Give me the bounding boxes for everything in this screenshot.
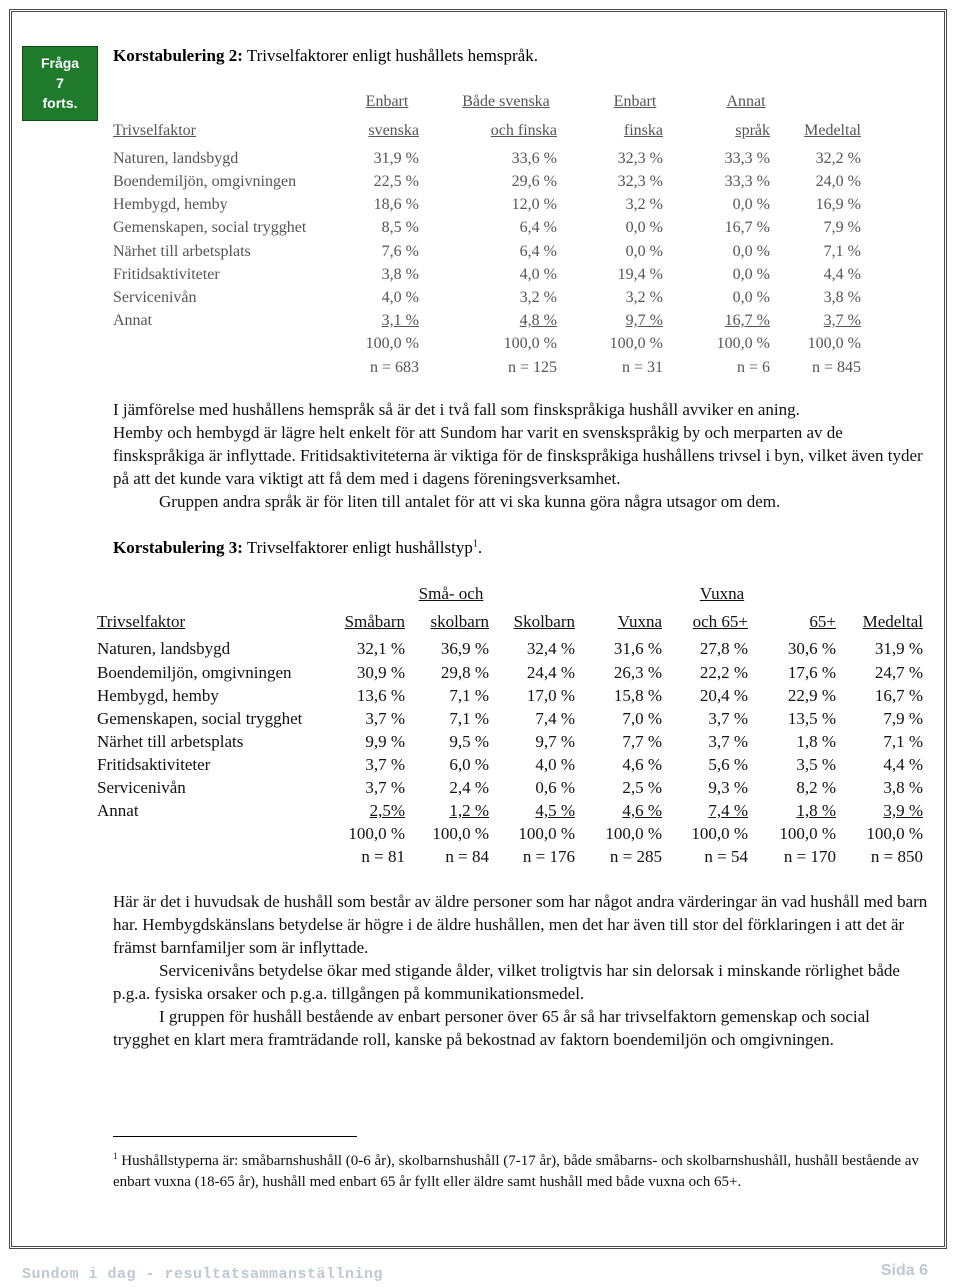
table2-value-cell: 7,9 % bbox=[883, 708, 923, 728]
para2-text-1: Här är det i huvudsak de hushåll som består av äldre personer som har något andra värderingar än vad hushåll med barn har. Hembygdskänslans betydelse är högre i de äldre hushållen, men det har även till stor del förklaringen i att det är främst barnfamiljer som är inflyttade. bbox=[113, 892, 928, 957]
table2-row bbox=[97, 730, 927, 753]
table2-n-cell: n = 176 bbox=[522, 847, 575, 867]
table2-value-cell: 13,6 % bbox=[356, 685, 405, 705]
table2-row bbox=[97, 637, 927, 660]
table2-value-cell: 4,0 % bbox=[535, 754, 575, 774]
table2-header1-cell: Små- och bbox=[418, 584, 484, 603]
table2-row-label: Gemenskapen, social trygghet bbox=[97, 708, 303, 728]
section1-title-rest: Trivselfaktorer enligt hushållets hemspråk. bbox=[242, 46, 538, 65]
table1-row-label: Fritidsaktiviteter bbox=[113, 265, 220, 283]
table2-value-cell: 36,9 % bbox=[440, 639, 489, 659]
table2-row bbox=[97, 753, 927, 776]
footer-title: Sundom i dag - resultatsammanställning bbox=[22, 1266, 384, 1283]
table2-value-cell: 3,7 % bbox=[365, 778, 405, 798]
table2-row-label: Boendemiljön, omgivningen bbox=[97, 662, 292, 682]
table1-value-cell: 8,5 % bbox=[381, 219, 419, 237]
table1-value-cell: 33,3 % bbox=[724, 149, 770, 167]
table2-value-cell: 9,5 % bbox=[449, 731, 489, 751]
table2-row bbox=[97, 661, 927, 684]
table2-total-cell: 100,0 % bbox=[605, 824, 662, 844]
table1-value-cell: 32,3 % bbox=[617, 149, 663, 167]
table1-n-cell: n = 845 bbox=[811, 358, 861, 376]
table2-total-cell: 100,0 % bbox=[691, 824, 748, 844]
table2-row-label: Naturen, landsbygd bbox=[97, 639, 231, 659]
table2-value-cell: 4,4 % bbox=[883, 754, 923, 774]
section2-title-bold: Korstabulering 3: bbox=[113, 538, 243, 557]
table1-total-cell: 100,0 % bbox=[609, 335, 663, 353]
table2-row bbox=[97, 776, 927, 799]
table2-row-label: Närhet till arbetsplats bbox=[97, 731, 244, 751]
page-number: Sida 6 bbox=[880, 1262, 928, 1279]
table2-row bbox=[97, 707, 927, 730]
table2-value-cell: 4,6 % bbox=[622, 754, 662, 774]
table1-header1-cell: Annat bbox=[726, 93, 766, 110]
table2-n-row bbox=[97, 845, 927, 868]
table1-value-cell: 4,8 % bbox=[519, 312, 557, 330]
table2-value-cell: 22,9 % bbox=[787, 685, 836, 705]
section2-title-end: . bbox=[477, 538, 483, 557]
table1-row-label: Annat bbox=[113, 312, 153, 330]
table1-total-cell: 100,0 % bbox=[807, 335, 861, 353]
table1-value-cell: 12,0 % bbox=[511, 196, 557, 214]
table2-row-label: Servicenivån bbox=[97, 778, 186, 798]
table1-row bbox=[113, 170, 873, 193]
table1-value-cell: 24,0 % bbox=[815, 173, 861, 191]
table1-row bbox=[113, 193, 873, 216]
table2-value-cell: 29,8 % bbox=[440, 662, 489, 682]
table2-row-label: Hembygd, hemby bbox=[97, 685, 219, 705]
table2-value-cell: 9,3 % bbox=[708, 778, 748, 798]
table1-row-label: Hembygd, hemby bbox=[113, 196, 228, 214]
table1-value-cell: 3,2 % bbox=[519, 289, 557, 307]
table2-n-cell: n = 170 bbox=[783, 847, 836, 867]
table1-value-cell: 4,4 % bbox=[823, 265, 861, 283]
table2-value-cell: 7,7 % bbox=[622, 731, 662, 751]
table1-value-cell: 31,9 % bbox=[373, 149, 419, 167]
table1-header2-cell: Medeltal bbox=[804, 122, 861, 139]
table2-value-cell: 3,7 % bbox=[365, 708, 405, 728]
table1-value-cell: 16,9 % bbox=[815, 196, 861, 214]
table1-header-row-2 bbox=[113, 119, 873, 142]
table2-value-cell: 8,2 % bbox=[796, 778, 836, 798]
table1-value-cell: 4,0 % bbox=[519, 265, 557, 283]
table2-value-cell: 1,8 % bbox=[796, 801, 836, 821]
table1-value-cell: 19,4 % bbox=[617, 265, 663, 283]
table2-header2-cell: 65+ bbox=[809, 611, 836, 631]
table1-value-cell: 3,8 % bbox=[381, 265, 419, 283]
table2-value-cell: 4,6 % bbox=[622, 801, 662, 821]
table1-header2-cell: finska bbox=[623, 122, 663, 139]
table1-n-cell: n = 125 bbox=[507, 358, 557, 376]
table2-value-cell: 3,8 % bbox=[883, 778, 923, 798]
section2-title-rest: Trivselfaktorer enligt hushållstyp bbox=[242, 538, 473, 557]
footnote bbox=[113, 1146, 923, 1193]
table2-value-cell: 4,5 % bbox=[535, 801, 575, 821]
table2-value-cell: 1,8 % bbox=[796, 731, 836, 751]
table2-value-cell: 32,1 % bbox=[356, 639, 405, 659]
table2-value-cell: 24,4 % bbox=[526, 662, 575, 682]
question-tag bbox=[22, 46, 98, 121]
table2-header2-cell: Skolbarn bbox=[513, 611, 575, 631]
table1-n-cell: n = 683 bbox=[369, 358, 419, 376]
table2-totals-row bbox=[97, 822, 927, 845]
table2-value-cell: 2,5 % bbox=[622, 778, 662, 798]
table2-value-cell: 6,0 % bbox=[449, 754, 489, 774]
table2-header2-cell: Småbarn bbox=[344, 611, 405, 631]
table1-value-cell: 16,7 % bbox=[724, 219, 770, 237]
table2-value-cell: 30,6 % bbox=[787, 639, 836, 659]
table2-value-cell: 3,5 % bbox=[796, 754, 836, 774]
table1-value-cell: 6,4 % bbox=[519, 219, 557, 237]
table2-value-cell: 26,3 % bbox=[613, 662, 662, 682]
table2-value-cell: 20,4 % bbox=[699, 685, 748, 705]
table1-row-label: Naturen, landsbygd bbox=[113, 149, 239, 167]
table2-value-cell: 1,2 % bbox=[449, 801, 489, 821]
table1-value-cell: 0,0 % bbox=[625, 242, 663, 260]
table1-value-cell: 0,0 % bbox=[625, 219, 663, 237]
table2-total-cell: 100,0 % bbox=[779, 824, 836, 844]
table2-header2-cell: Vuxna bbox=[617, 611, 662, 631]
table2-n-cell: n = 54 bbox=[704, 847, 748, 867]
tag-line-1: Fråga bbox=[40, 55, 80, 71]
table1-value-cell: 33,6 % bbox=[511, 149, 557, 167]
table2-row bbox=[97, 799, 927, 822]
tag-line-2: 7 bbox=[56, 75, 64, 91]
table2-value-cell: 31,6 % bbox=[613, 639, 662, 659]
table1-value-cell: 16,7 % bbox=[724, 312, 770, 330]
table1-totals-row bbox=[113, 332, 873, 355]
table2-value-cell: 22,2 % bbox=[699, 662, 748, 682]
table1-header1-cell: Enbart bbox=[365, 93, 409, 110]
footnote-text: Hushållstyperna är: småbarnshushåll (0-6 år), skolbarnshushåll (7-17 år), både småbarns- och skolbarnshushåll, hushåll bestående av enbart vuxna (18-65 år), hushåll med enbart 65 år fyllt eller äldre samt hushåll med både vuxna och 65+. bbox=[113, 1153, 919, 1190]
tag-line-3: forts. bbox=[42, 95, 78, 111]
para1-text-2: Hemby och hembygd är lägre helt enkelt för att Sundom har varit en svenskspråkig by och merparten av de finskspråkiga är inflyttade. Fritidsaktiviteterna är viktiga för de finskspråkiga hushållens trivsel i byn, vilket även tyder på att det kunde vara viktigt att få dem med i dagens föreningsverksamhet. bbox=[113, 423, 923, 488]
table2-header1-cell: Vuxna bbox=[699, 584, 745, 603]
table2-header2-cell: Medeltal bbox=[862, 611, 923, 631]
footnote-mark: 1 bbox=[113, 1151, 118, 1161]
table1-value-cell: 32,2 % bbox=[815, 149, 861, 167]
table1-header1-cell: Både svenska bbox=[462, 93, 550, 110]
table2-value-cell: 5,6 % bbox=[708, 754, 748, 774]
section1-title-bold: Korstabulering 2: bbox=[113, 46, 243, 65]
table2-header2-cell: skolbarn bbox=[430, 611, 489, 631]
table2-value-cell: 3,9 % bbox=[883, 801, 923, 821]
table1-n-row bbox=[113, 356, 873, 379]
table1-value-cell: 0,0 % bbox=[732, 242, 770, 260]
table2-value-cell: 7,1 % bbox=[449, 708, 489, 728]
table2-value-cell: 27,8 % bbox=[699, 639, 748, 659]
table1-row bbox=[113, 263, 873, 286]
table1-header1-cell: Enbart bbox=[613, 93, 657, 110]
table2-value-cell: 0,6 % bbox=[535, 778, 575, 798]
table2-value-cell: 24,7 % bbox=[874, 662, 923, 682]
table2-value-cell: 7,0 % bbox=[622, 708, 662, 728]
table2-n-cell: n = 81 bbox=[361, 847, 405, 867]
para2-text-3: I gruppen för hushåll bestående av enbart personer över 65 år så har trivselfaktorn gemenskap och social trygghet en klart mera framträdande roll, kanske på bekostnad av faktorn boendemiljön och omgivningen. bbox=[113, 1007, 870, 1049]
paragraph-2 bbox=[113, 890, 928, 1051]
table1-header2-cell: språk bbox=[735, 122, 770, 139]
table2-total-cell: 100,0 % bbox=[432, 824, 489, 844]
table2-total-cell: 100,0 % bbox=[866, 824, 923, 844]
table2-header2-cell: och 65+ bbox=[692, 611, 748, 631]
table2-value-cell: 16,7 % bbox=[874, 685, 923, 705]
table1-row-label: Närhet till arbetsplats bbox=[113, 242, 251, 260]
section1-heading bbox=[113, 46, 538, 66]
table1-row-label: Servicenivån bbox=[113, 289, 197, 307]
table1-value-cell: 0,0 % bbox=[732, 289, 770, 307]
table1-row bbox=[113, 147, 873, 170]
table2-value-cell: 9,9 % bbox=[365, 731, 405, 751]
table2-n-cell: n = 285 bbox=[609, 847, 662, 867]
table1-total-cell: 100,0 % bbox=[716, 335, 770, 353]
table2-header-row-2 bbox=[97, 610, 927, 633]
table1-value-cell: 18,6 % bbox=[373, 196, 419, 214]
para1-text-3: Gruppen andra språk är för liten till antalet för att vi ska kunna göra några utsagor om dem. bbox=[159, 492, 781, 511]
para1-text-1: I jämförelse med hushållens hemspråk så är det i två fall som finskspråkiga hushåll avviker en aning. bbox=[113, 400, 800, 419]
table2-value-cell: 17,0 % bbox=[526, 685, 575, 705]
table1-total-cell: 100,0 % bbox=[365, 335, 419, 353]
footnote-rule bbox=[113, 1136, 357, 1137]
table1-value-cell: 0,0 % bbox=[732, 265, 770, 283]
section2-heading bbox=[113, 538, 482, 558]
table2-value-cell: 30,9 % bbox=[356, 662, 405, 682]
table1-total-cell: 100,0 % bbox=[503, 335, 557, 353]
table1-value-cell: 6,4 % bbox=[519, 242, 557, 260]
table2-row bbox=[97, 684, 927, 707]
table1-value-cell: 7,9 % bbox=[823, 219, 861, 237]
table1-value-cell: 3,1 % bbox=[381, 312, 419, 330]
table2-value-cell: 15,8 % bbox=[613, 685, 662, 705]
table2-value-cell: 7,4 % bbox=[708, 801, 748, 821]
table2-total-cell: 100,0 % bbox=[518, 824, 575, 844]
table1-value-cell: 3,8 % bbox=[823, 289, 861, 307]
table1-row bbox=[113, 216, 873, 239]
table2-n-cell: n = 850 bbox=[870, 847, 923, 867]
table2-value-cell: 9,7 % bbox=[535, 731, 575, 751]
table1-value-cell: 22,5 % bbox=[373, 173, 419, 191]
table2-header-label: Trivselfaktor bbox=[97, 611, 186, 631]
table1-value-cell: 9,7 % bbox=[625, 312, 663, 330]
table2-value-cell: 7,1 % bbox=[883, 731, 923, 751]
table2-row-label: Annat bbox=[97, 801, 139, 821]
table1-value-cell: 7,1 % bbox=[823, 242, 861, 260]
table1-value-cell: 3,2 % bbox=[625, 196, 663, 214]
table2-row-label: Fritidsaktiviteter bbox=[97, 754, 211, 774]
table1-value-cell: 29,6 % bbox=[511, 173, 557, 191]
table1-header2-cell: och finska bbox=[490, 122, 557, 139]
table1-n-cell: n = 6 bbox=[736, 358, 770, 376]
table1-value-cell: 4,0 % bbox=[381, 289, 419, 307]
para2-text-2: Servicenivåns betydelse ökar med stigande ålder, vilket troligtvis har sin delorsak i minskande rörlighet både p.g.a. fysiska orsaker och p.g.a. tillgången på kommunikationsmedel. bbox=[113, 961, 900, 1003]
table1-value-cell: 3,2 % bbox=[625, 289, 663, 307]
table2-value-cell: 3,7 % bbox=[708, 708, 748, 728]
table1-header-row-1 bbox=[113, 90, 873, 113]
table2-value-cell: 7,4 % bbox=[535, 708, 575, 728]
table1-row-label: Boendemiljön, omgivningen bbox=[113, 173, 297, 191]
table1-value-cell: 33,3 % bbox=[724, 173, 770, 191]
paragraph-1 bbox=[113, 398, 928, 513]
table2-value-cell: 17,6 % bbox=[787, 662, 836, 682]
table2-value-cell: 32,4 % bbox=[526, 639, 575, 659]
table1-row-label: Gemenskapen, social trygghet bbox=[113, 219, 307, 237]
table1-row bbox=[113, 240, 873, 263]
table2-value-cell: 3,7 % bbox=[708, 731, 748, 751]
table2-value-cell: 13,5 % bbox=[787, 708, 836, 728]
table2-value-cell: 3,7 % bbox=[365, 754, 405, 774]
table1-n-cell: n = 31 bbox=[621, 358, 663, 376]
table2-value-cell: 31,9 % bbox=[874, 639, 923, 659]
table2-total-cell: 100,0 % bbox=[348, 824, 405, 844]
table2-value-cell: 2,4 % bbox=[449, 778, 489, 798]
table1-value-cell: 32,3 % bbox=[617, 173, 663, 191]
table2-value-cell: 2,5% bbox=[369, 801, 405, 821]
table1-value-cell: 7,6 % bbox=[381, 242, 419, 260]
table1-value-cell: 0,0 % bbox=[732, 196, 770, 214]
table1-value-cell: 3,7 % bbox=[823, 312, 861, 330]
table1-header2-cell: svenska bbox=[368, 122, 419, 139]
table1-row bbox=[113, 309, 873, 332]
table1-row bbox=[113, 286, 873, 309]
table1-header-label: Trivselfaktor bbox=[113, 122, 196, 139]
table2-n-cell: n = 84 bbox=[445, 847, 489, 867]
footnote-ref: 1 bbox=[472, 538, 478, 550]
table2-header-row-1 bbox=[97, 582, 927, 605]
table2-value-cell: 7,1 % bbox=[449, 685, 489, 705]
